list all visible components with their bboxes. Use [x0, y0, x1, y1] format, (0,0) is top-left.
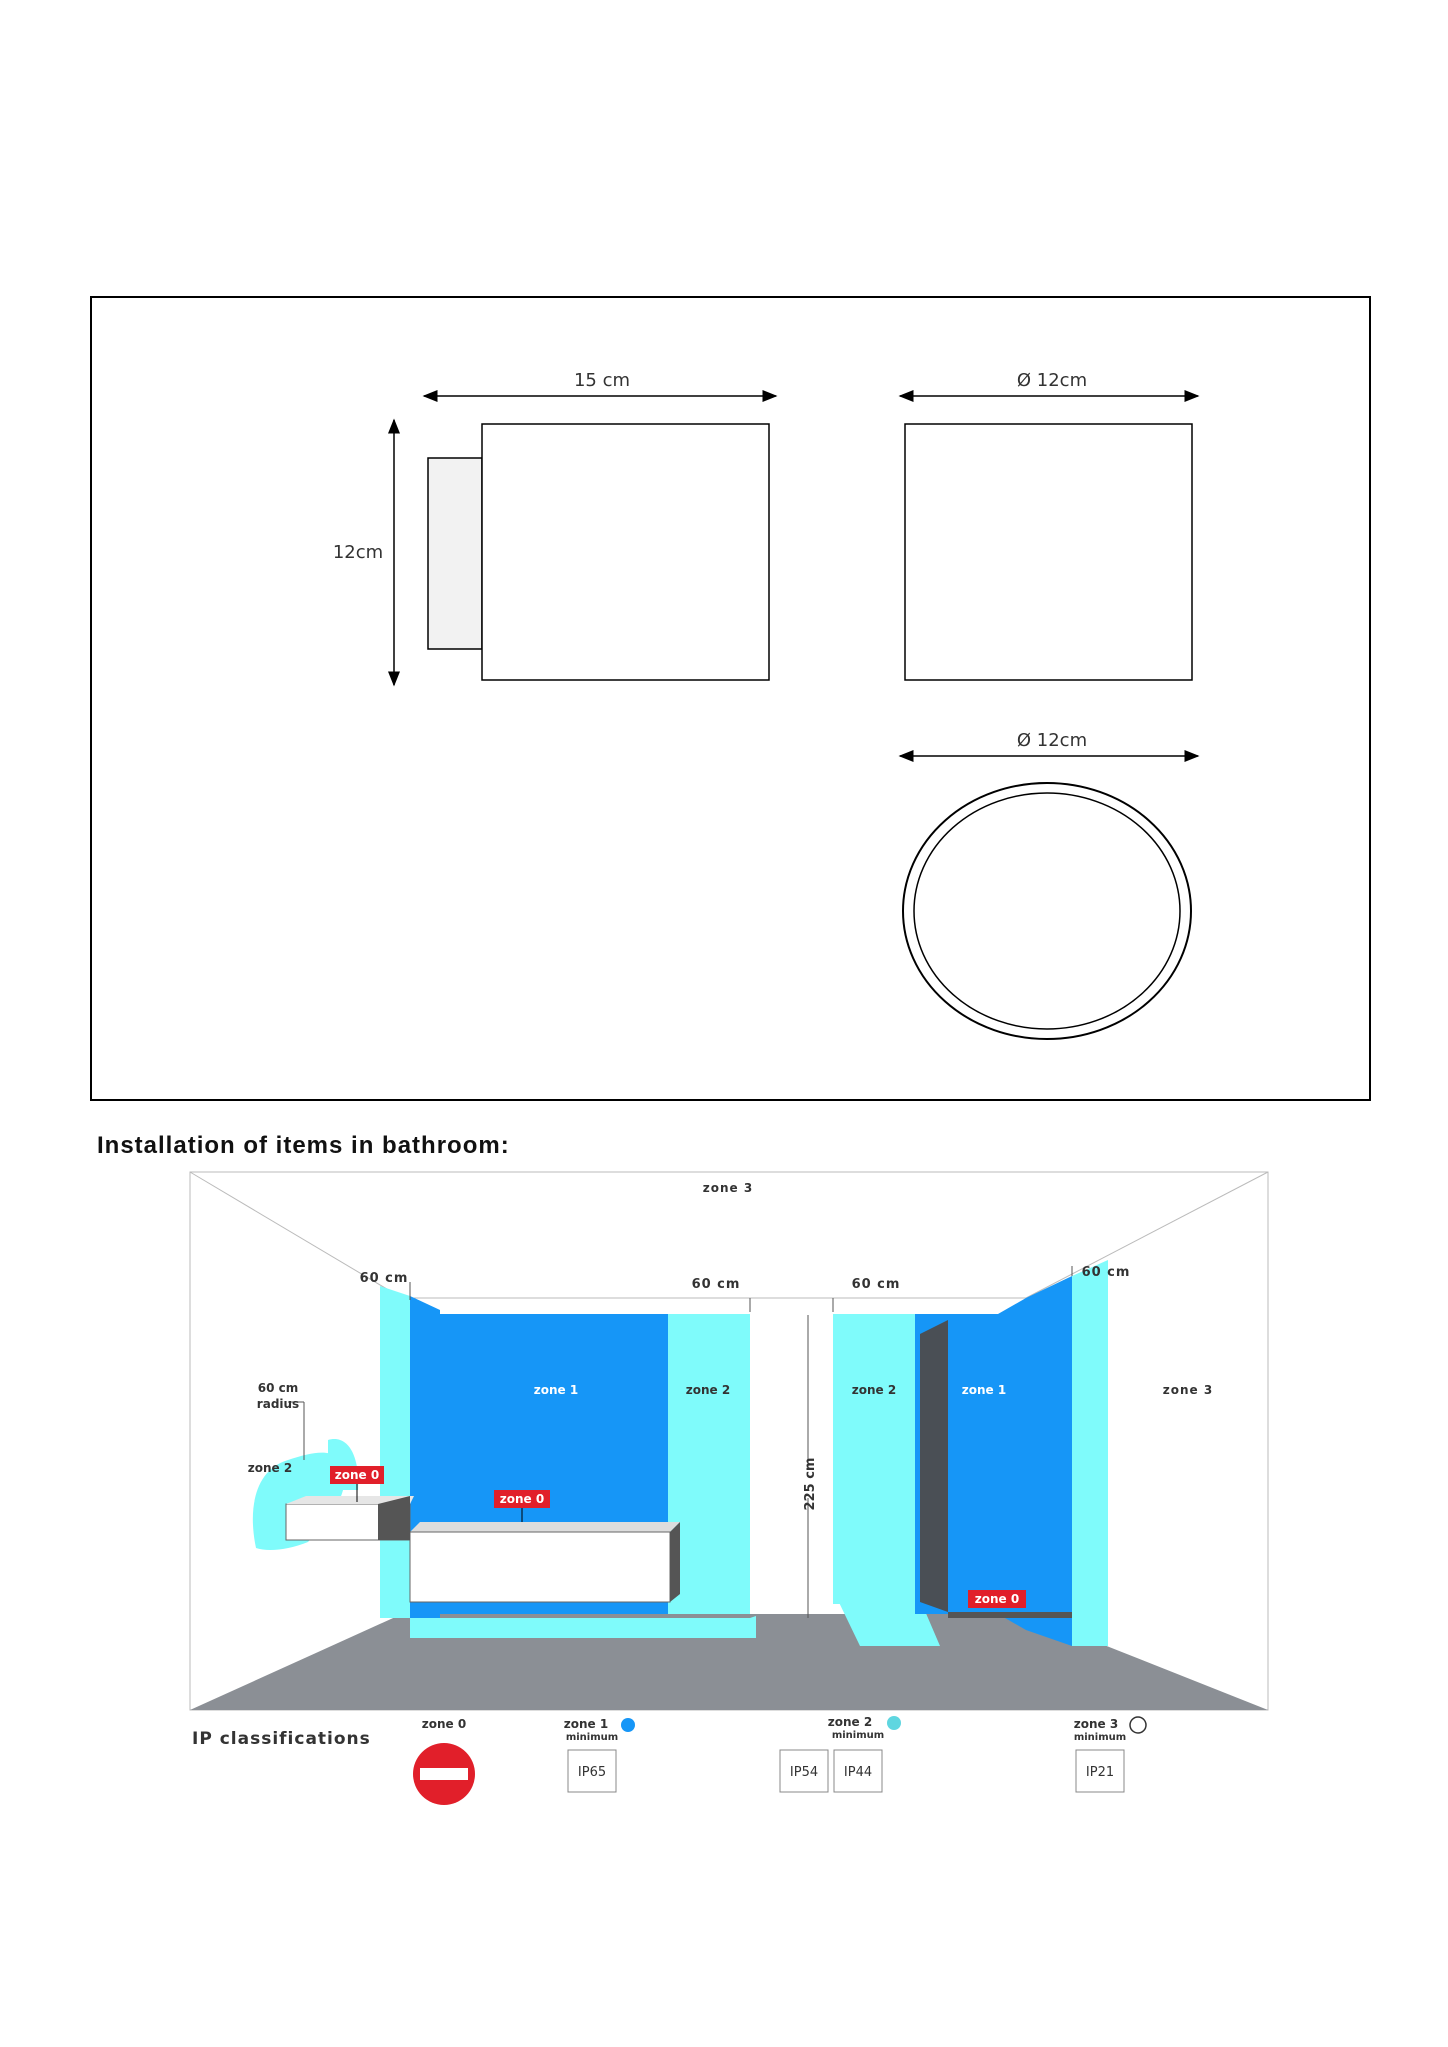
zone3-right-label: zone 3 — [1162, 1383, 1214, 1397]
dim-60cm-mid-left: 60 cm — [691, 1277, 741, 1292]
ip-zone1-label: zone 1 — [563, 1717, 609, 1731]
ip-zone1-code: IP65 — [577, 1765, 607, 1780]
sink-zone2-label: zone 2 — [247, 1461, 293, 1475]
lamp-inner-ring — [914, 793, 1180, 1029]
wall-mount-plate — [428, 458, 482, 649]
height-label: 12cm — [332, 542, 384, 563]
ip-zone3-code: IP21 — [1085, 1765, 1115, 1780]
top-view — [900, 730, 1198, 1039]
shower-zone1-label: zone 1 — [961, 1383, 1007, 1397]
ip-zone3-min: minimum — [1073, 1732, 1127, 1743]
dim-60cm-right: 60 cm — [1081, 1265, 1131, 1280]
ip-zone2-min: minimum — [831, 1730, 885, 1741]
bathtub-side — [670, 1522, 680, 1602]
ip-zone1-min: minimum — [565, 1732, 619, 1743]
bath-zone2-area — [668, 1314, 750, 1614]
bath-zone0-label: zone 0 — [499, 1492, 545, 1506]
lamp-body-front — [905, 424, 1192, 680]
bathtub-top — [410, 1522, 680, 1532]
right-wall-zone1 — [1026, 1276, 1072, 1646]
shower-zone0-label: zone 0 — [974, 1592, 1020, 1606]
ip-classifications — [192, 1715, 1146, 1805]
dimension-drawing — [92, 298, 1373, 1103]
shower-tray — [948, 1612, 1072, 1618]
radius-label-line1: 60 cm — [257, 1381, 299, 1395]
zone3-color-dot-icon — [1130, 1717, 1146, 1733]
bathtub-front — [410, 1532, 670, 1602]
ip-zone2-label: zone 2 — [827, 1715, 873, 1729]
side-view — [333, 370, 776, 685]
shower-zone2-label: zone 2 — [851, 1383, 897, 1397]
section-title: Installation of items in bathroom: — [97, 1132, 510, 1159]
dim-60cm-mid-right: 60 cm — [851, 1277, 901, 1292]
ip-title: IP classifications — [192, 1729, 371, 1749]
dim-60cm-left: 60 cm — [359, 1271, 409, 1286]
width-label: 15 cm — [573, 370, 631, 391]
sink-zone0-label: zone 0 — [334, 1468, 380, 1482]
diameter-label-front: Ø 12cm — [1016, 370, 1088, 391]
bathroom-zones-diagram — [188, 1170, 1270, 1810]
zone2-color-dot-icon — [887, 1716, 901, 1730]
left-wall-zone2 — [380, 1286, 410, 1618]
ip-zone0-label: zone 0 — [421, 1717, 467, 1731]
dimension-drawing-frame — [90, 296, 1371, 1101]
no-entry-bar — [420, 1768, 468, 1780]
right-wall-zone2 — [1072, 1260, 1108, 1646]
height-225-label: 225 cm — [803, 1457, 818, 1511]
ip-zone3-label: zone 3 — [1073, 1717, 1119, 1731]
bath-zone1-label: zone 1 — [533, 1383, 579, 1397]
radius-label-line2: radius — [256, 1397, 300, 1411]
bath-floor-zone2 — [410, 1616, 756, 1638]
front-view — [900, 370, 1198, 680]
shower-glass-panel — [920, 1320, 948, 1612]
zone3-top-label: zone 3 — [702, 1181, 754, 1195]
ip-zone2-code-1: IP54 — [789, 1765, 819, 1780]
right-wall-zone1-inner — [998, 1298, 1026, 1630]
bath-zone2-label: zone 2 — [685, 1383, 731, 1397]
ip-zone2-code-2: IP44 — [843, 1765, 873, 1780]
diameter-label-top: Ø 12cm — [1016, 730, 1088, 751]
shower-zone2-area — [833, 1314, 915, 1604]
lamp-body-side — [482, 424, 769, 680]
zone1-color-dot-icon — [621, 1718, 635, 1732]
